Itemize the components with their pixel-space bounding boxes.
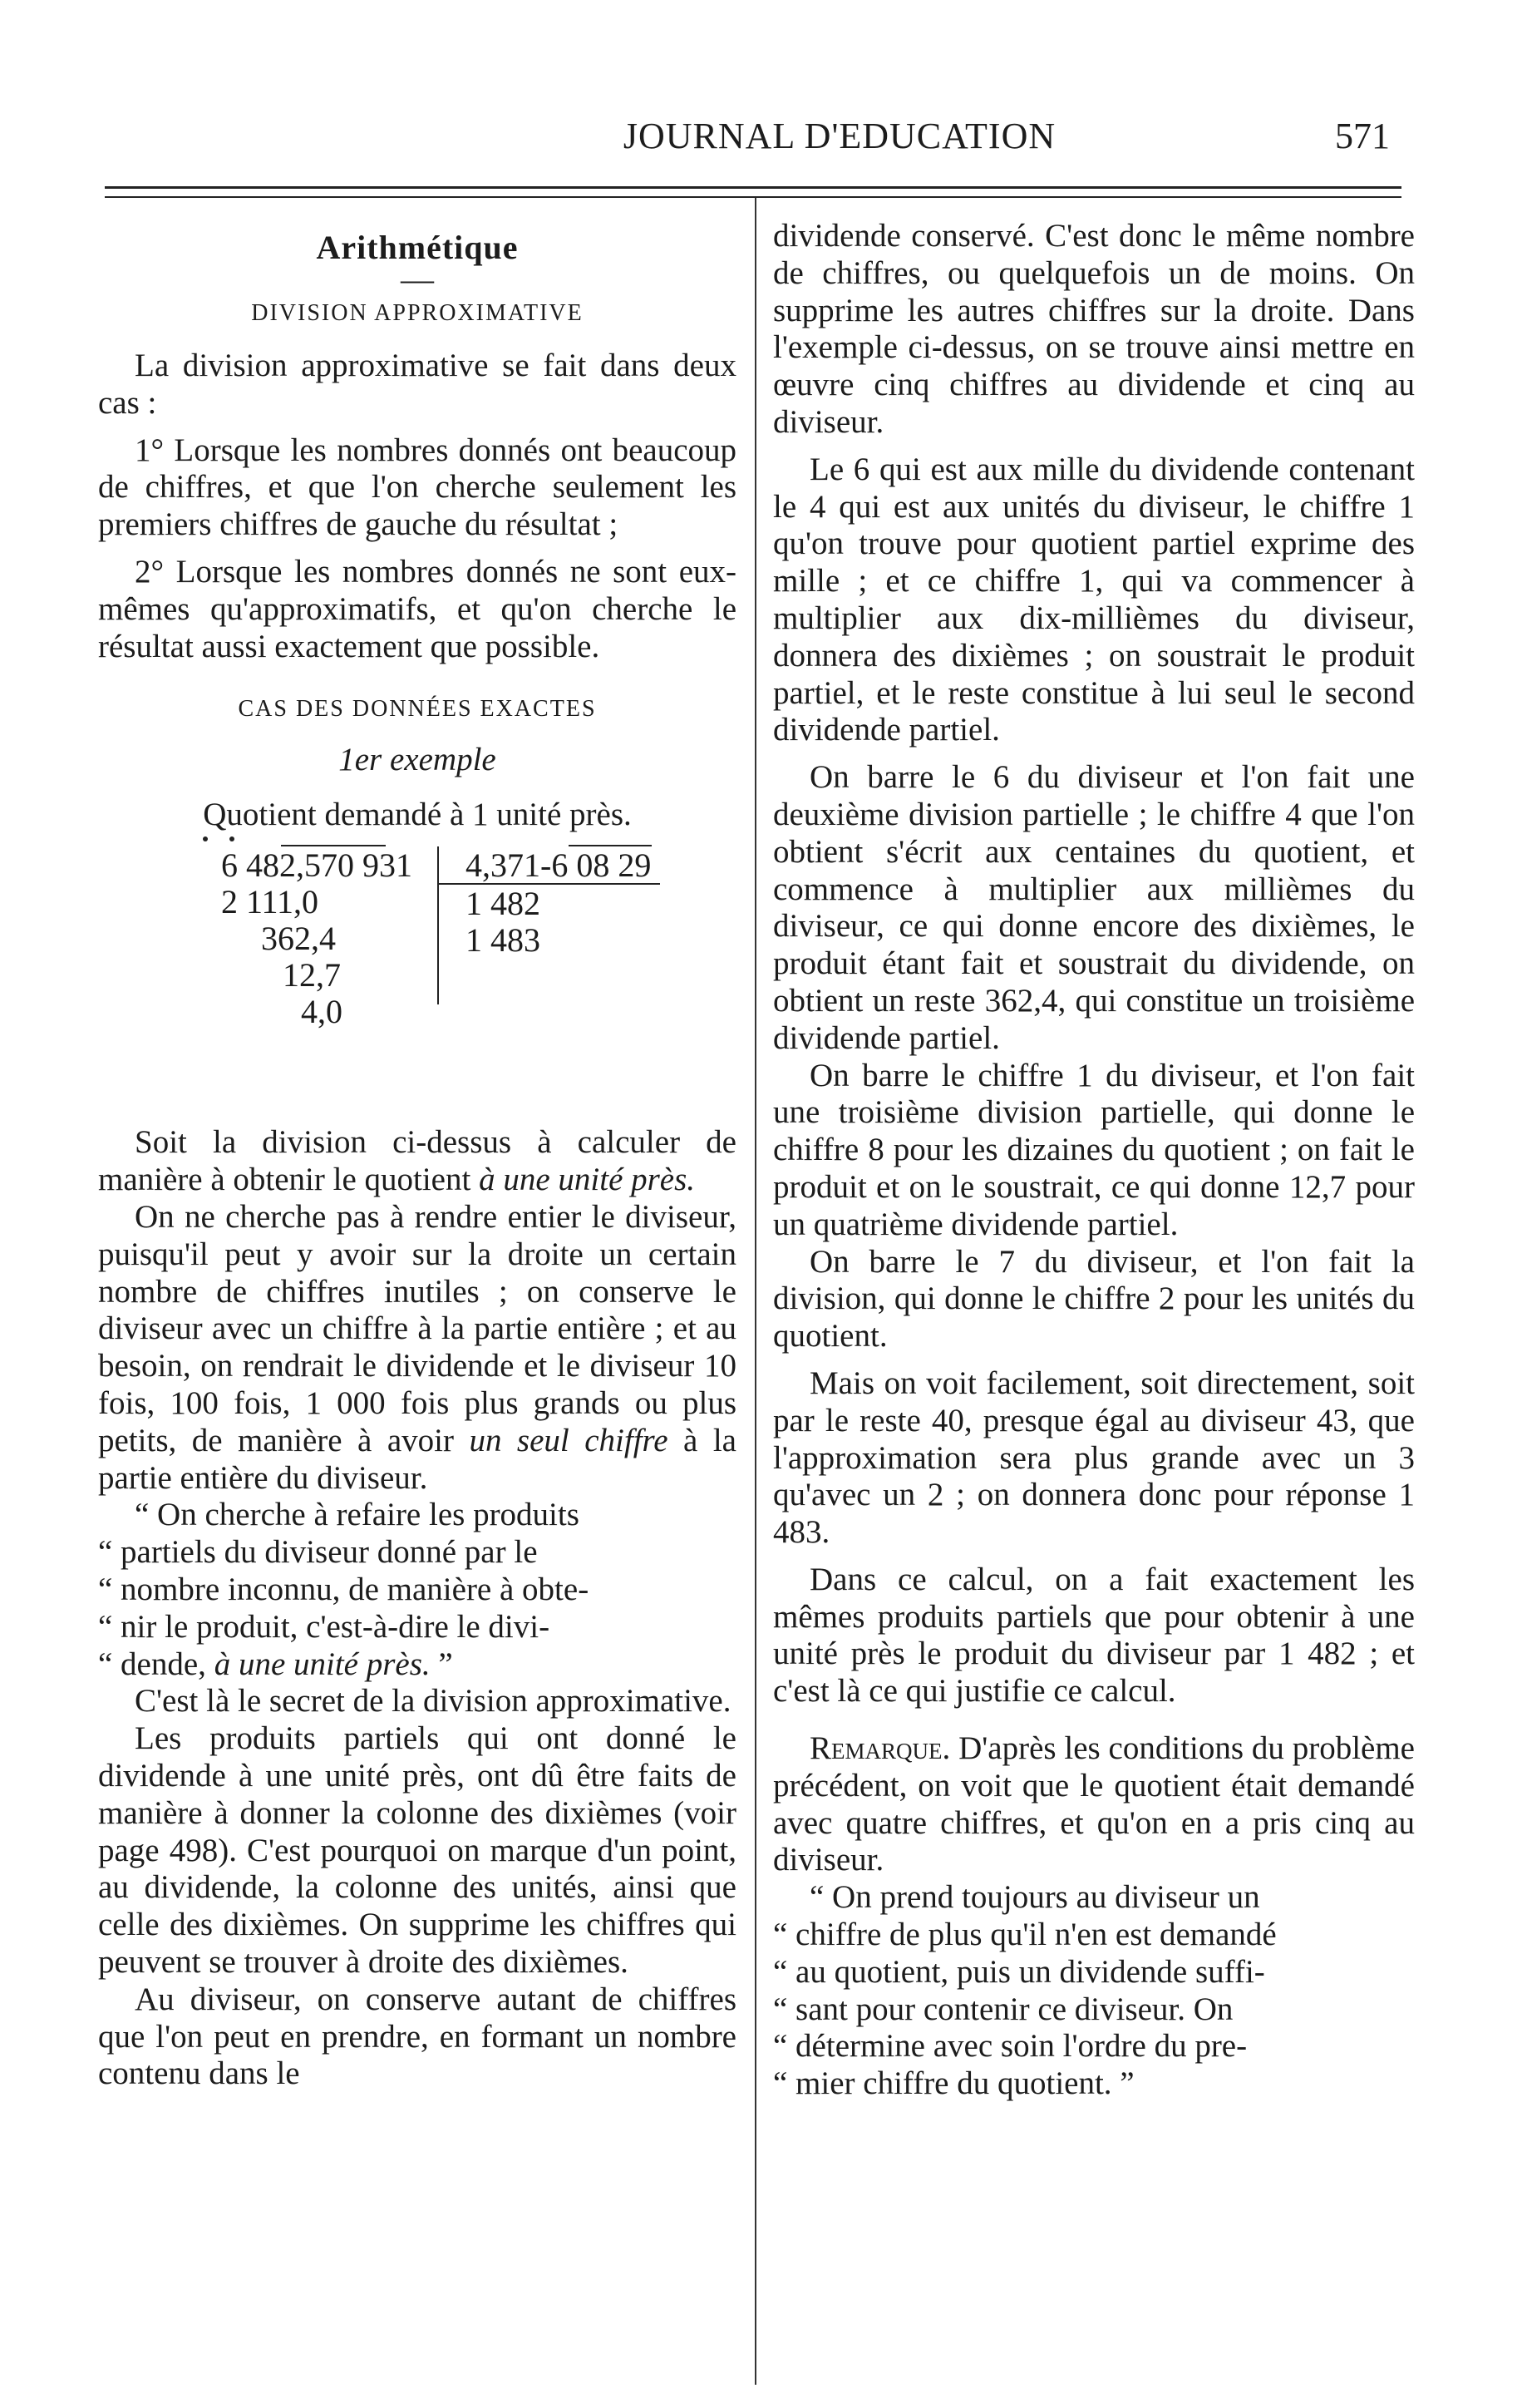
paragraph: C'est là le secret de la division approximative. <box>135 1683 731 1720</box>
running-head: JOURNAL D'EDUCATION <box>623 116 1057 156</box>
paragraph: On barre le 7 du diviseur, et l'on fait la division, qui donne le chiffre 2 pour les unités du quotient. <box>773 1243 1415 1354</box>
right-column <box>773 218 1415 2103</box>
paragraph: Au diviseur, on conserve autant de chiffres que l'on peut en prendre, en formant un nombre contenu dans le <box>98 1981 736 2092</box>
remainder-4: 4,0 <box>301 993 342 1031</box>
remainder-2: 362,4 <box>261 920 336 958</box>
division-bar-vertical <box>437 846 439 1004</box>
paragraph: 1° Lorsque les nombres donnés ont beaucoup de chiffres, et que l'on cherche seulement les premiers chiffres de gauche du résultat ; <box>98 432 736 543</box>
quote-block: “ On prend toujours au diviseur un “ chiffre de plus qu'il n'en est demandé “ au quotient, puis un dividende suffi- “ sant pour contenir ce diviseur. On “ détermine avec soin l'ordre du pre- “ mier chiffre du quotient. ” <box>773 1879 1277 2102</box>
paragraph: Les produits partiels qui ont donné le dividende à une unité près, ont dû être faits de manière à donner la colonne des dixièmes (voir page 498). C'est pourquoi on marque d'un point, au dividende, la colonne des unités, ainsi que celle des dixièmes. On supprime les chiffres qui peuvent se trouver à droite des dixièmes. <box>98 1720 736 1980</box>
tenth-dot <box>229 836 234 841</box>
page-number: 571 <box>1335 116 1390 156</box>
quotient-line: Quotient demandé à 1 unité près. <box>203 797 632 833</box>
title-dash: — <box>401 260 434 298</box>
paragraph: Dans ce calcul, on a fait exactement les mêmes produits partiels que pour obtenir à une unité près le produit du diviseur par 1 482 ; et c'est là ce qui justifie ce calcul. <box>773 1561 1415 1710</box>
case-title: CAS DES DONNÉES EXACTES <box>238 696 597 723</box>
section-subtitle: DIVISION APPROXIMATIVE <box>251 300 584 326</box>
paragraph: dividende conservé. C'est donc le même nombre de chiffres, ou quelquefois un de moins. On supprime les autres chiffres sur la droite. Dans l'exemple ci-dessus, on se trouve ainsi mettre en œuvre cinq chiffres au dividende et cinq au diviseur. <box>773 218 1415 440</box>
remainder-3: 12,7 <box>283 956 341 994</box>
paragraph: Le 6 qui est aux mille du dividende contenant le 4 qui est aux unités du diviseur, le chiffre 1 qu'on trouve pour quotient partiel exprime des mille ; et ce chiffre 1, qui va commencer à multiplier aux dix-millièmes du diviseur, donnera des dixièmes ; on soustrait le produit partiel, et le reste constitue à lui seul le second dividende partiel. <box>773 451 1415 748</box>
remark-label: Remarque. <box>810 1730 951 1767</box>
divisor: 4,371-6 08 29 <box>465 846 652 885</box>
remainder-1: 2 111,0 <box>221 883 319 921</box>
example-heading: 1er exemple <box>338 742 496 778</box>
paragraph: On barre le chiffre 1 du diviseur, et l'on fait une troisième division partielle, qui donne le chiffre 8 pour les dizaines du quotient ; on fait le produit et on le soustrait, ce qui donne 12,7 pour un quatrième dividende partiel. <box>773 1057 1415 1242</box>
header-rule-thin <box>105 196 1401 198</box>
dividend: 6 482,570 931 <box>221 846 412 885</box>
unit-dot <box>203 836 208 841</box>
paragraph: On barre le 6 du diviseur et l'on fait une deuxième division partielle ; le chiffre 4 que l'on obtient s'écrit aux centaines du quotient, et commence à multiplier aux millièmes du diviseur, ce qui donne encore des dixièmes, le produit étant fait et soustrait du dividende, on obtient un reste 362,4, qui constitue un troisième dividende partiel. <box>773 759 1415 1056</box>
header-rule-thick <box>105 186 1401 189</box>
division-layout <box>98 841 736 1091</box>
quote-block: “ On cherche à refaire les produits “ partiels du diviseur donné par le “ nombre inconnu, de manière à obte- “ nir le produit, c'est-à-dire le divi- “ dende, à une unité près. ” <box>98 1497 589 1682</box>
remark-paragraph: Remarque. D'après les conditions du problème précédent, on voit que le quotient était demandé avec quatre chiffres, et qu'on en a pris cinq au diviseur. <box>773 1730 1415 1878</box>
quotient-2: 1 483 <box>465 921 540 960</box>
paragraph: Soit la division ci-dessus à calculer de manière à obtenir le quotient à une unité près. <box>98 1124 736 1198</box>
column-divider <box>755 198 756 2385</box>
paragraph: 2° Lorsque les nombres donnés ne sont eux-mêmes qu'approximatifs, et qu'on cherche le résultat aussi exactement que possible. <box>98 553 736 664</box>
paragraph: Mais on voit facilement, soit directement, soit par le reste 40, presque égal au diviseur 43, que l'approximation sera plus grande avec un 3 qu'avec un 2 ; on donnera donc pour réponse 1 483. <box>773 1364 1415 1551</box>
section-title: Arithmétique <box>316 229 519 266</box>
left-column <box>98 218 736 2093</box>
quotient-1: 1 482 <box>465 885 540 923</box>
paragraph: La division approximative se fait dans deux cas : <box>98 348 736 421</box>
paragraph: On ne cherche pas à rendre entier le diviseur, puisqu'il peut y avoir sur la droite un certain nombre de chiffres inutiles ; on conserve le diviseur avec un chiffre à la partie entière ; et au besoin, on rendrait le dividende et le diviseur 10 fois, 100 fois, 1 000 fois plus grands ou plus petits, de manière à avoir un seul chiffre à la partie entière du diviseur. <box>98 1198 736 1496</box>
